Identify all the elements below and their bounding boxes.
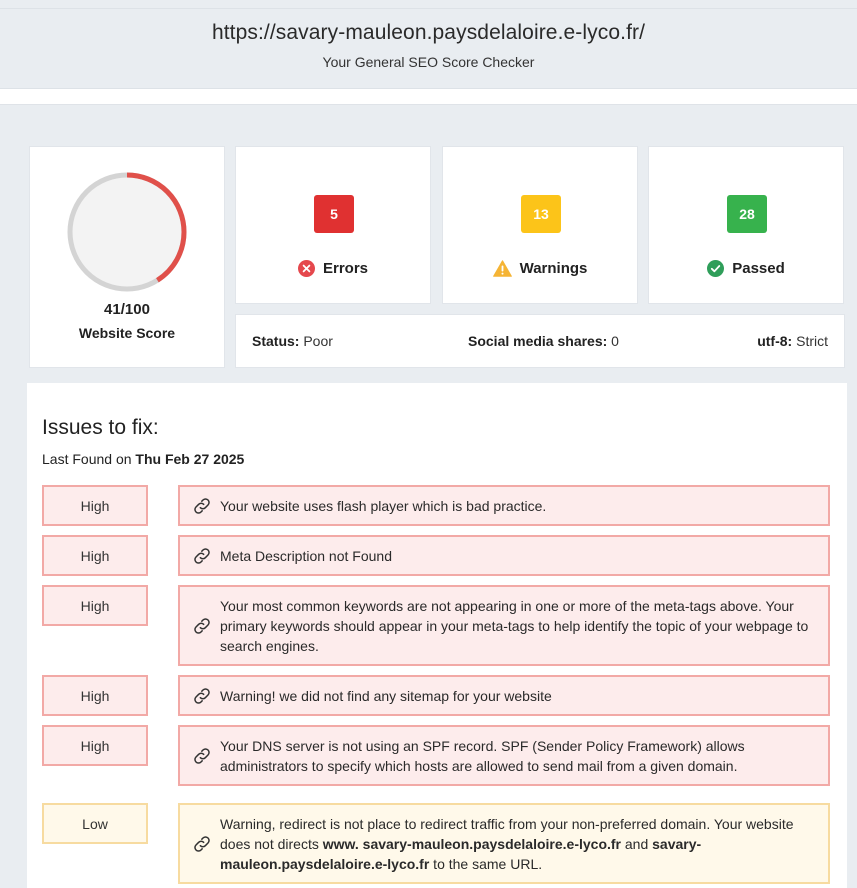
link-icon bbox=[192, 546, 212, 566]
score-label: Website Score bbox=[78, 325, 176, 341]
issue-domain-www: www. savary-mauleon.paysdelaloire.e-lyco.fr bbox=[322, 835, 621, 852]
link-icon bbox=[192, 834, 212, 854]
errors-label: Errors bbox=[322, 260, 369, 277]
severity-badge: High bbox=[42, 725, 148, 766]
header-panel bbox=[0, 8, 857, 89]
social-shares-value: 0 bbox=[607, 333, 619, 349]
errors-label-row bbox=[236, 260, 430, 277]
social-shares-item bbox=[468, 333, 619, 349]
site-url-title: https://savary-mauleon.paysdelaloire.e-lyco.fr/ bbox=[211, 21, 646, 44]
last-found-date: Thu Feb 27 2025 bbox=[135, 451, 245, 467]
severity-badge: High bbox=[42, 585, 148, 626]
website-score-card bbox=[29, 146, 225, 368]
score-ring-gauge bbox=[66, 171, 188, 293]
status-bar bbox=[235, 314, 845, 368]
issue-text bbox=[220, 814, 822, 874]
severity-badge: High bbox=[42, 485, 148, 526]
x-circle-icon bbox=[298, 260, 315, 277]
errors-card[interactable] bbox=[235, 146, 431, 304]
issue-text-prefix: Warning, redirect is not place to redirect traffic from your non-preferred domain. Your website does not directs bbox=[220, 815, 794, 852]
issue-text: Warning! we did not find any sitemap for your website bbox=[220, 687, 552, 704]
encoding-value: Strict bbox=[792, 333, 828, 349]
status-label: Status: bbox=[252, 333, 300, 349]
header-divider bbox=[0, 89, 857, 105]
errors-count-badge: 5 bbox=[314, 195, 354, 233]
passed-label-row bbox=[649, 260, 843, 277]
passed-count-badge: 28 bbox=[727, 195, 767, 233]
check-circle-icon bbox=[707, 260, 724, 277]
score-value: 41/100 bbox=[104, 301, 150, 318]
issue-text: Your most common keywords are not appearing in one or more of the meta-tags above. Your primary keywords should appear in your meta-tags to help identify the topic of your webpage to search engines. bbox=[220, 597, 809, 654]
passed-card[interactable] bbox=[648, 146, 844, 304]
link-icon bbox=[192, 686, 212, 706]
issues-title: Issues to fix: bbox=[42, 416, 159, 439]
issue-domain-bare: savary-mauleon.paysdelaloire.e-lyco.fr bbox=[220, 835, 702, 872]
issue-text: Your DNS server is not using an SPF record. SPF (Sender Policy Framework) allows administrators to specify which hosts are allowed to send mail from a given domain. bbox=[220, 737, 745, 774]
issue-message[interactable] bbox=[178, 485, 830, 526]
link-icon bbox=[192, 496, 212, 516]
status-item bbox=[252, 333, 333, 349]
issue-message[interactable] bbox=[178, 725, 830, 786]
warnings-label-row bbox=[443, 260, 637, 277]
last-found bbox=[42, 451, 244, 467]
warnings-label: Warnings bbox=[519, 260, 588, 277]
issue-text-suffix: to the same URL. bbox=[429, 855, 543, 872]
severity-badge: High bbox=[42, 675, 148, 716]
issue-message[interactable] bbox=[178, 585, 830, 666]
passed-label: Passed bbox=[732, 260, 785, 277]
issue-message[interactable] bbox=[178, 675, 830, 716]
warning-triangle-icon bbox=[493, 260, 512, 277]
social-shares-label: Social media shares: bbox=[468, 333, 608, 349]
issue-message[interactable] bbox=[178, 803, 830, 884]
link-icon bbox=[192, 746, 212, 766]
issue-message[interactable] bbox=[178, 535, 830, 576]
header-subtitle: Your General SEO Score Checker bbox=[322, 54, 535, 70]
link-icon bbox=[192, 616, 212, 636]
status-value: Poor bbox=[299, 333, 333, 349]
issue-text: Your website uses flash player which is bad practice. bbox=[220, 497, 547, 514]
severity-badge: Low bbox=[42, 803, 148, 844]
issue-text-mid: and bbox=[621, 835, 653, 852]
warnings-card[interactable] bbox=[442, 146, 638, 304]
severity-badge: High bbox=[42, 535, 148, 576]
last-found-prefix: Last Found on bbox=[42, 451, 136, 467]
warnings-count-badge: 13 bbox=[521, 195, 561, 233]
issues-panel bbox=[27, 383, 847, 888]
issue-text: Meta Description not Found bbox=[220, 547, 392, 564]
encoding-label: utf-8: bbox=[757, 333, 793, 349]
encoding-item bbox=[757, 333, 828, 349]
